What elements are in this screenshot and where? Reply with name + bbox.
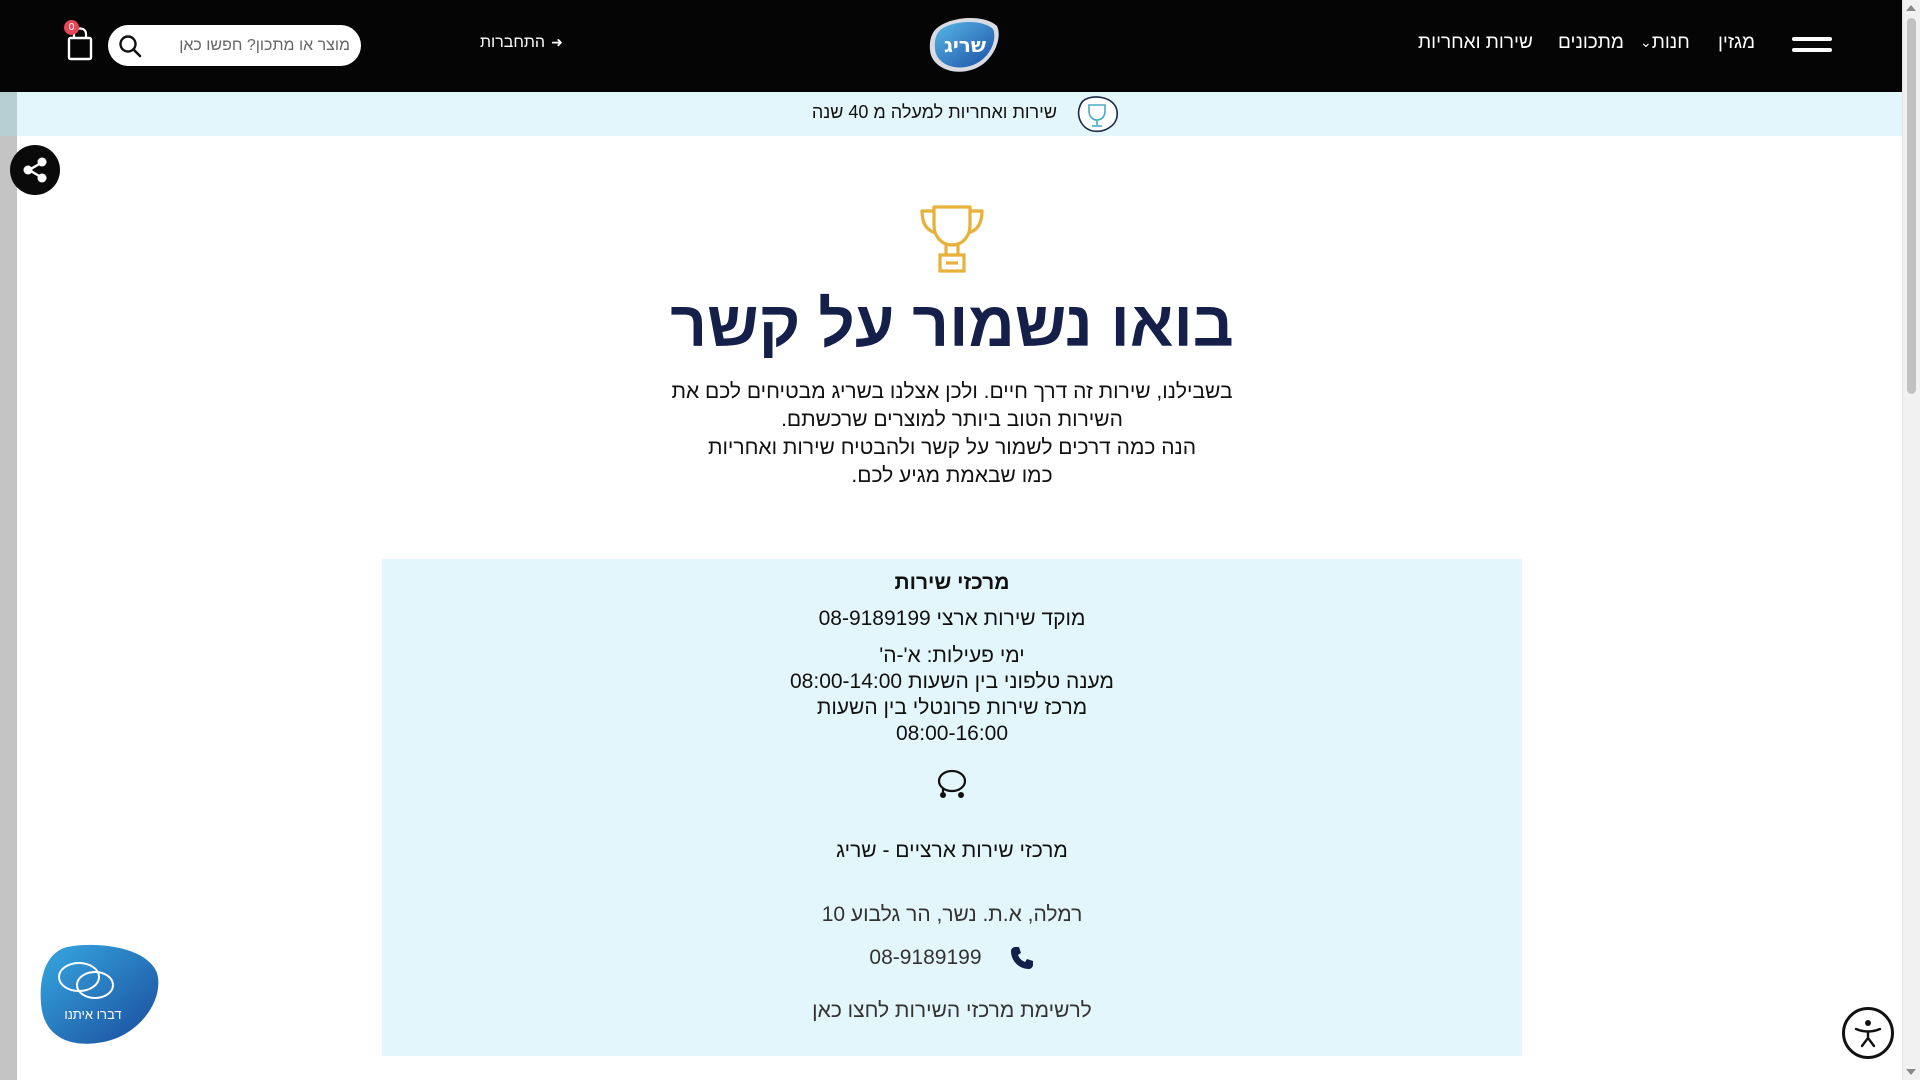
national-service-title: מרכזי שירות ארציים - שריג bbox=[836, 839, 1068, 862]
intro-line: בשבילנו, שירות זה דרך חיים. ולכן אצלנו בשריג מבטיחים לכם את bbox=[671, 380, 1233, 403]
search-bar bbox=[108, 25, 361, 66]
service-hotline[interactable]: מוקד שירות ארצי 08-9189199 bbox=[818, 607, 1086, 630]
trophy-badge-icon bbox=[1075, 95, 1119, 133]
service-centers-list-link[interactable]: לרשימת מרכזי השירות לחצו כאן bbox=[812, 999, 1092, 1022]
page-scrollbar[interactable] bbox=[1902, 0, 1920, 1080]
phone-icon bbox=[1009, 945, 1035, 971]
trophy-icon bbox=[916, 203, 988, 275]
service-phone-number[interactable]: 08-9189199 bbox=[869, 946, 982, 969]
chat-bubble-icon bbox=[935, 767, 969, 801]
share-button[interactable] bbox=[10, 145, 60, 195]
nav-service-warranty[interactable]: שירות ואחריות bbox=[1418, 32, 1533, 53]
info-strip-text: שירות ואחריות למעלה מ 40 שנה bbox=[811, 102, 1057, 122]
cart-count-badge: 0 bbox=[64, 20, 79, 35]
left-edge-tint bbox=[0, 92, 17, 136]
hours-line: ימי פעילות: א'-ה' bbox=[879, 644, 1025, 667]
logo-text: שריג bbox=[943, 33, 987, 57]
hours-line: מענה טלפוני בין השעות 08:00-14:00 bbox=[790, 670, 1114, 693]
service-centers-box bbox=[382, 559, 1522, 1056]
login-arrow-icon: ➜ bbox=[551, 34, 563, 50]
scrollbar-thumb[interactable] bbox=[1907, 18, 1916, 394]
accessibility-icon bbox=[1845, 1010, 1891, 1056]
menu-hamburger-icon[interactable] bbox=[1792, 35, 1832, 55]
nav-store-chevron-icon: ⌄ bbox=[1640, 34, 1652, 50]
nav-magazine[interactable]: מגזין bbox=[1718, 32, 1756, 53]
login-link[interactable] bbox=[480, 34, 563, 52]
intro-line: הנה כמה דרכים לשמור על קשר ולהבטיח שירות ואחריות bbox=[707, 436, 1197, 459]
nav-store-label: חנות bbox=[1651, 32, 1690, 53]
brand-logo[interactable] bbox=[927, 12, 1001, 76]
nav-store[interactable] bbox=[1636, 32, 1690, 54]
login-label: התחברות bbox=[480, 34, 546, 51]
accessibility-button[interactable] bbox=[1842, 1007, 1894, 1059]
service-info-strip bbox=[17, 92, 1903, 136]
chat-widget-button[interactable] bbox=[37, 943, 161, 1047]
chat-widget-label[interactable]: דברו איתנו bbox=[64, 1007, 122, 1022]
service-address: רמלה, א.ת. נשר, הר גלבוע 10 bbox=[821, 903, 1083, 926]
intro-line: כמו שבאמת מגיע לכם. bbox=[851, 464, 1053, 487]
service-hours bbox=[382, 643, 1522, 747]
search-icon[interactable] bbox=[117, 33, 143, 59]
scroll-up-arrow-icon[interactable] bbox=[1906, 5, 1916, 11]
intro-paragraph bbox=[560, 378, 1344, 490]
left-edge bbox=[0, 92, 17, 1080]
nav-recipes[interactable]: מתכונים bbox=[1558, 32, 1624, 53]
service-centers-title: מרכזי שירות bbox=[894, 571, 1010, 594]
hours-line: מרכז שירות פרונטלי בין השעות bbox=[816, 696, 1088, 719]
scroll-down-arrow-icon[interactable] bbox=[1906, 1069, 1916, 1075]
hours-line: 08:00-16:00 bbox=[895, 722, 1009, 745]
site-header bbox=[0, 0, 1903, 92]
page-title: בואו נשמור על קשר bbox=[670, 288, 1234, 360]
share-icon bbox=[10, 145, 60, 195]
intro-line: השירות הטוב ביותר למוצרים שרכשתם. bbox=[781, 408, 1123, 431]
service-phone-row bbox=[382, 945, 1522, 971]
search-input[interactable] bbox=[152, 31, 352, 61]
